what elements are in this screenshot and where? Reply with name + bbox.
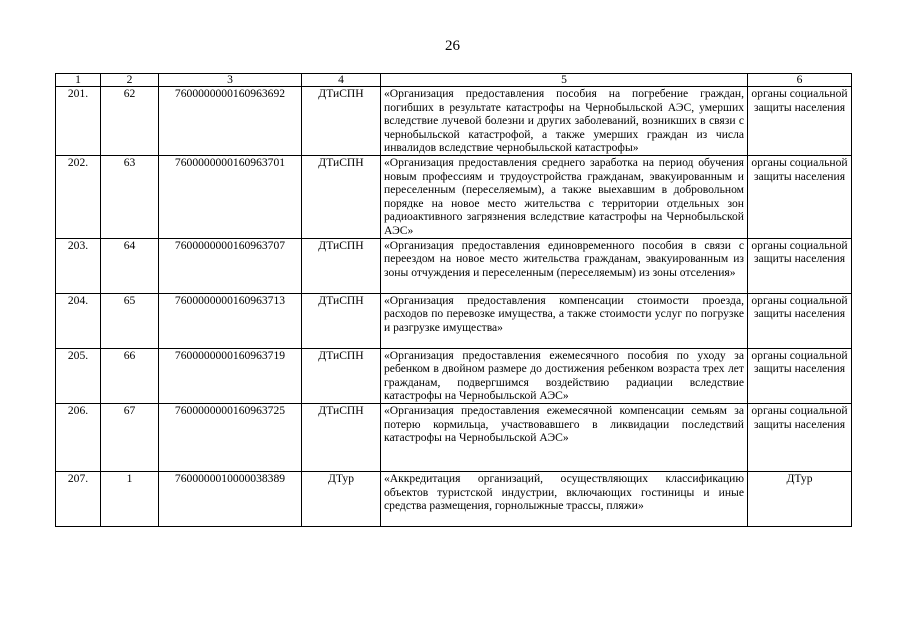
responsible-body: органы социальной защиты населения: [748, 403, 852, 471]
service-code: 7600000000160963713: [159, 293, 302, 348]
header-col-1: 1: [56, 74, 101, 87]
service-code: 7600000000160963725: [159, 403, 302, 471]
responsible-body: органы социальной защиты населения: [748, 87, 852, 156]
row-number: 203.: [56, 238, 101, 293]
table-row: [56, 155, 852, 238]
department: ДТиСПН: [302, 87, 381, 156]
service-code: 7600000000160963692: [159, 87, 302, 156]
table-row: [56, 348, 852, 403]
service-code: 7600000000160963719: [159, 348, 302, 403]
sub-number: 63: [101, 155, 159, 238]
header-col-5: 5: [381, 74, 748, 87]
responsible-body: органы социальной защиты населения: [748, 238, 852, 293]
sub-number: 66: [101, 348, 159, 403]
header-col-2: 2: [101, 74, 159, 87]
row-number: 204.: [56, 293, 101, 348]
department: ДТиСПН: [302, 293, 381, 348]
responsible-body: органы социальной защиты населения: [748, 155, 852, 238]
service-code: 7600000010000038389: [159, 471, 302, 526]
row-number: 205.: [56, 348, 101, 403]
sub-number: 65: [101, 293, 159, 348]
department: ДТиСПН: [302, 155, 381, 238]
service-code: 7600000000160963701: [159, 155, 302, 238]
table-row: [56, 293, 852, 348]
service-description: «Организация предоставления компенсации стоимости проезда, расходов по перевозке имущества, а также стоимости услуг по погрузке и разгрузке имущества»: [381, 293, 748, 348]
row-number: 201.: [56, 87, 101, 156]
sub-number: 62: [101, 87, 159, 156]
department: ДТур: [302, 471, 381, 526]
page-number: 26: [445, 38, 460, 54]
responsible-body: ДТур: [748, 471, 852, 526]
header-row: [56, 74, 852, 87]
row-number: 202.: [56, 155, 101, 238]
department: ДТиСПН: [302, 348, 381, 403]
row-number: 207.: [56, 471, 101, 526]
row-number: 206.: [56, 403, 101, 471]
table-row: [56, 403, 852, 471]
responsible-body: органы социальной защиты населения: [748, 348, 852, 403]
service-code: 7600000000160963707: [159, 238, 302, 293]
service-description: «Организация предоставления пособия на погребение граждан, погибших в результате катастрофы на Чернобыльской АЭС, умерших вследствие лучевой болезни и других заболеваний, возникших в связи с чернобыльской катастрофой, а также умерших граждан из числа инвалидов вследствие чернобыльской катастрофы»: [381, 87, 748, 156]
sub-number: 64: [101, 238, 159, 293]
service-description: «Организация предоставления ежемесячной компенсации семьям за потерю кормильца, участвовавшего в ликвидации последствий катастрофы на Чернобыльской АЭС»: [381, 403, 748, 471]
service-description: «Организация предоставления ежемесячного пособия по уходу за ребенком в двойном размере до достижения ребенком возраста трех лет гражданам, подвергшимся воздействию радиации вследствие катастрофы на Чернобыльской АЭС»: [381, 348, 748, 403]
responsible-body: органы социальной защиты населения: [748, 293, 852, 348]
table-row: [56, 87, 852, 156]
sub-number: 67: [101, 403, 159, 471]
service-description: «Организация предоставления среднего заработка на период обучения новым профессиям и трудоустройства гражданам, эвакуированным и переселенным (переселяемым), а также выехавшим в добровольном порядке на новое место жительства с территории отдельных зон радиоактивного загрязнения вследствие катастрофы на Чернобыльской АЭС»: [381, 155, 748, 238]
table-row: [56, 471, 852, 526]
department: ДТиСПН: [302, 403, 381, 471]
department: ДТиСПН: [302, 238, 381, 293]
service-description: «Аккредитация организаций, осуществляющих классификацию объектов туристской индустрии, включающих гостиницы и иные средства размещения, горнолыжные трассы, пляжи»: [381, 471, 748, 526]
header-col-6: 6: [748, 74, 852, 87]
service-description: «Организация предоставления единовременного пособия в связи с переездом на новое место жительства гражданам, эвакуированным из зоны отчуждения и переселенным (переселяемым) из зоны отселения»: [381, 238, 748, 293]
sub-number: 1: [101, 471, 159, 526]
header-col-4: 4: [302, 74, 381, 87]
table-row: [56, 238, 852, 293]
header-col-3: 3: [159, 74, 302, 87]
services-table: [55, 73, 852, 527]
